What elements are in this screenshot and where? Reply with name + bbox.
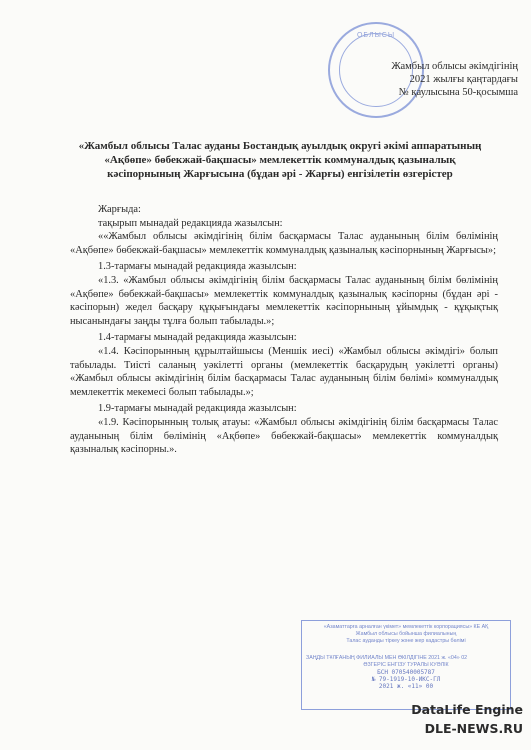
paragraph-1-4-heading: 1.4-тармағы мынадай редакцияда жазылсын:	[98, 332, 297, 344]
stamp-line-3: Талас ауданды тіркеу және жер кадастры бөлімі	[346, 638, 466, 644]
paragraph-title-heading: тақырып мынадай редакцияда жазылсын:	[98, 217, 283, 229]
paragraph-1-3-text: «1.3. «Жамбыл облысы әкімдігінің білім басқармасы Талас ауданының білім бөлімінің «Ақбөпе» бөбекжай-бақшасы» мемлекеттік коммуналдық қазыналық кәсіпорны (бұдан әрі - кәсіпорын) жедел басқару құқығындағы мемлекеттік кәсіпорнының ұйымдық - құқықтық нысанындағы заңды тұлға болып табылады.»;	[70, 274, 498, 327]
stamp-line-2: Жамбыл облысы бойынша филиалының	[355, 631, 457, 637]
paragraph-title-text: ««Жамбыл облысы әкімдігінің білім басқармасы Талас ауданының білім бөлімінің «Ақбөпе» бөбекжай-бақшасы» мемлекеттік коммуналдық қазыналық кәсіпорнының Жарғысы»;	[70, 231, 498, 256]
stamp-line-5: ӨЗГЕРІС ЕНГІЗУ ТУРАЛЫ КУӘЛІК	[363, 662, 449, 668]
document-title: «Жамбыл облысы Талас ауданы Бостандық ауылдық округі әкімі аппаратының «Ақбөпе» бөбекжай-бақшасы» мемлекеттік коммуналдық қазыналық кәсіпорнының Жарғысына (бұдан әрі - Жарғы) енгізілетін өзгерістер	[78, 140, 482, 180]
paragraph-intro: Жарғыда:	[98, 204, 141, 215]
appendix-line-2: 2021 жылғы қаңтардағы	[409, 74, 518, 85]
registration-stamp	[301, 620, 511, 710]
stamp-line-6: БСН 070540005787	[377, 669, 435, 676]
stamp-line-7: № 79-1919-10-ИКС-ГЛ	[371, 676, 441, 683]
seal-text: ОБЛЫСЫ	[356, 32, 396, 39]
paragraph-1-3-heading: 1.3-тармағы мынадай редакцияда жазылсын:	[98, 261, 297, 273]
paragraph-1-9-heading: 1.9-тармағы мынадай редакцияда жазылсын:	[98, 403, 297, 415]
appendix-header	[318, 60, 518, 99]
document-body	[70, 203, 498, 457]
paragraph-1-4-text: «1.4. Кәсіпорынның құрылтайшысы (Меншік иесі) «Жамбыл облысы әкімдігі» болып табылады. Тиісті саланың уәкілетті органы (мемлекеттік басқарудың уәкілетті органы) «Жамбыл облысы әкімдігінің білім басқармасы Талас ауданының білім бөлімі» коммуналдық мемлекеттік мекемесі болып табылады.»;	[70, 345, 498, 398]
watermark	[383, 700, 523, 738]
watermark-line-2: DLE-NEWS.RU	[424, 721, 523, 736]
appendix-line-1: Жамбыл облысы әкімдігінің	[391, 61, 518, 72]
appendix-line-3: № қаулысына 50-қосымша	[398, 87, 518, 98]
stamp-line-1: «Азаматтарға арналған үкімет» мемлекеттік корпорациясы» КЕ АҚ	[323, 624, 489, 630]
stamp-line-8: 2021 ж. «11» 00	[378, 683, 434, 690]
watermark-line-1: DataLife Engine	[411, 702, 523, 717]
stamp-line-4: ЗАҢДЫ ТҰЛҒАНЫҢ ФИЛИАЛЫ МЕН ӨКІЛДІГІНЕ 2021 ж. «04» 02	[306, 655, 468, 661]
paragraph-1-9-text: «1.9. Кәсіпорынның толық атауы: «Жамбыл облысы әкімдігінің білім басқармасы Талас ауданының білім бөлімінің «Ақбөпе» бөбекжай-бақшасы» мемлекеттік коммуналдық қазыналық кәсіпорны.».	[70, 416, 498, 456]
